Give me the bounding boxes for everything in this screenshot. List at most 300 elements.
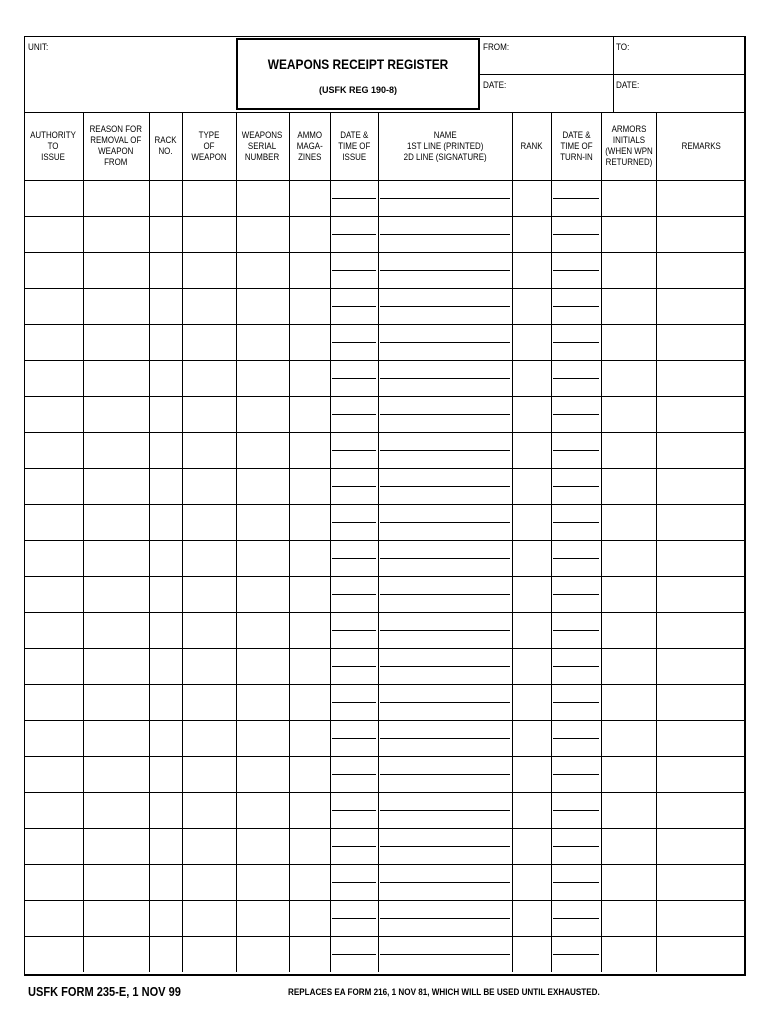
cell-turnin-date[interactable] [552, 631, 601, 648]
cell-authority[interactable] [25, 649, 83, 684]
cell-rack[interactable] [150, 685, 182, 720]
cell-name[interactable] [379, 793, 512, 810]
cell-ammo[interactable] [290, 937, 330, 972]
cell-type[interactable] [183, 325, 236, 360]
cell-issue-date[interactable] [331, 793, 378, 810]
cell-issue-date[interactable] [331, 361, 378, 378]
cell-name[interactable] [379, 901, 512, 918]
cell-armors-initials[interactable] [602, 829, 656, 864]
cell-rack[interactable] [150, 361, 182, 396]
cell-turnin-date[interactable] [552, 937, 601, 954]
cell-issue-date[interactable] [331, 541, 378, 558]
cell-armors-initials[interactable] [602, 361, 656, 396]
cell-name[interactable] [379, 433, 512, 450]
cell-reason[interactable] [84, 757, 149, 792]
cell-reason[interactable] [84, 541, 149, 576]
cell-issue-date[interactable] [331, 505, 378, 522]
cell-name[interactable] [379, 343, 512, 360]
cell-turnin-date[interactable] [552, 415, 601, 432]
cell-rank[interactable] [513, 505, 551, 540]
cell-issue-date[interactable] [331, 631, 378, 648]
cell-authority[interactable] [25, 325, 83, 360]
cell-reason[interactable] [84, 793, 149, 828]
cell-issue-date[interactable] [331, 487, 378, 504]
cell-remarks[interactable] [657, 505, 746, 540]
cell-type[interactable] [183, 937, 236, 972]
cell-armors-initials[interactable] [602, 397, 656, 432]
cell-ammo[interactable] [290, 901, 330, 936]
cell-issue-date[interactable] [331, 559, 378, 576]
cell-type[interactable] [183, 541, 236, 576]
cell-rack[interactable] [150, 469, 182, 504]
cell-type[interactable] [183, 577, 236, 612]
cell-rank[interactable] [513, 721, 551, 756]
cell-remarks[interactable] [657, 649, 746, 684]
cell-serial[interactable] [237, 901, 289, 936]
cell-ammo[interactable] [290, 721, 330, 756]
cell-name[interactable] [379, 199, 512, 216]
cell-name[interactable] [379, 613, 512, 630]
cell-rack[interactable] [150, 289, 182, 324]
cell-issue-date[interactable] [331, 955, 378, 972]
cell-rank[interactable] [513, 397, 551, 432]
cell-name[interactable] [379, 325, 512, 342]
cell-type[interactable] [183, 829, 236, 864]
cell-name[interactable] [379, 829, 512, 846]
cell-reason[interactable] [84, 361, 149, 396]
cell-rank[interactable] [513, 901, 551, 936]
cell-name[interactable] [379, 721, 512, 738]
cell-turnin-date[interactable] [552, 199, 601, 216]
cell-rank[interactable] [513, 433, 551, 468]
cell-issue-date[interactable] [331, 775, 378, 792]
cell-rack[interactable] [150, 325, 182, 360]
cell-turnin-date[interactable] [552, 811, 601, 828]
cell-reason[interactable] [84, 721, 149, 756]
cell-ammo[interactable] [290, 433, 330, 468]
cell-rack[interactable] [150, 397, 182, 432]
cell-rack[interactable] [150, 757, 182, 792]
cell-name[interactable] [379, 541, 512, 558]
cell-reason[interactable] [84, 289, 149, 324]
cell-armors-initials[interactable] [602, 901, 656, 936]
cell-name[interactable] [379, 415, 512, 432]
cell-issue-date[interactable] [331, 577, 378, 594]
cell-rank[interactable] [513, 685, 551, 720]
cell-name[interactable] [379, 883, 512, 900]
cell-type[interactable] [183, 253, 236, 288]
cell-reason[interactable] [84, 469, 149, 504]
cell-turnin-date[interactable] [552, 793, 601, 810]
cell-issue-date[interactable] [331, 721, 378, 738]
cell-issue-date[interactable] [331, 181, 378, 198]
cell-issue-date[interactable] [331, 397, 378, 414]
cell-turnin-date[interactable] [552, 739, 601, 756]
cell-remarks[interactable] [657, 253, 746, 288]
cell-ammo[interactable] [290, 685, 330, 720]
cell-serial[interactable] [237, 325, 289, 360]
cell-name[interactable] [379, 307, 512, 324]
cell-ammo[interactable] [290, 361, 330, 396]
cell-serial[interactable] [237, 793, 289, 828]
unit-field[interactable] [25, 37, 235, 111]
cell-ammo[interactable] [290, 649, 330, 684]
cell-issue-date[interactable] [331, 379, 378, 396]
cell-issue-date[interactable] [331, 847, 378, 864]
cell-name[interactable] [379, 505, 512, 522]
cell-name[interactable] [379, 703, 512, 720]
cell-turnin-date[interactable] [552, 541, 601, 558]
cell-remarks[interactable] [657, 937, 746, 972]
cell-issue-date[interactable] [331, 685, 378, 702]
cell-type[interactable] [183, 361, 236, 396]
cell-type[interactable] [183, 397, 236, 432]
cell-issue-date[interactable] [331, 739, 378, 756]
cell-name[interactable] [379, 919, 512, 936]
cell-issue-date[interactable] [331, 523, 378, 540]
cell-authority[interactable] [25, 757, 83, 792]
cell-armors-initials[interactable] [602, 649, 656, 684]
cell-remarks[interactable] [657, 865, 746, 900]
cell-name[interactable] [379, 811, 512, 828]
cell-rank[interactable] [513, 253, 551, 288]
cell-type[interactable] [183, 181, 236, 216]
cell-issue-date[interactable] [331, 703, 378, 720]
cell-reason[interactable] [84, 865, 149, 900]
cell-turnin-date[interactable] [552, 271, 601, 288]
cell-name[interactable] [379, 937, 512, 954]
cell-rack[interactable] [150, 253, 182, 288]
cell-name[interactable] [379, 289, 512, 306]
cell-type[interactable] [183, 649, 236, 684]
cell-remarks[interactable] [657, 541, 746, 576]
cell-rank[interactable] [513, 865, 551, 900]
cell-turnin-date[interactable] [552, 901, 601, 918]
cell-reason[interactable] [84, 253, 149, 288]
cell-serial[interactable] [237, 469, 289, 504]
cell-issue-date[interactable] [331, 415, 378, 432]
cell-rank[interactable] [513, 613, 551, 648]
cell-name[interactable] [379, 955, 512, 972]
cell-name[interactable] [379, 757, 512, 774]
cell-serial[interactable] [237, 361, 289, 396]
cell-armors-initials[interactable] [602, 325, 656, 360]
cell-rack[interactable] [150, 541, 182, 576]
cell-remarks[interactable] [657, 289, 746, 324]
cell-remarks[interactable] [657, 469, 746, 504]
cell-serial[interactable] [237, 865, 289, 900]
cell-turnin-date[interactable] [552, 289, 601, 306]
cell-rack[interactable] [150, 721, 182, 756]
cell-remarks[interactable] [657, 613, 746, 648]
cell-armors-initials[interactable] [602, 181, 656, 216]
cell-remarks[interactable] [657, 901, 746, 936]
cell-remarks[interactable] [657, 721, 746, 756]
cell-rack[interactable] [150, 181, 182, 216]
cell-rack[interactable] [150, 829, 182, 864]
cell-rank[interactable] [513, 541, 551, 576]
cell-armors-initials[interactable] [602, 865, 656, 900]
cell-turnin-date[interactable] [552, 955, 601, 972]
cell-armors-initials[interactable] [602, 469, 656, 504]
cell-remarks[interactable] [657, 757, 746, 792]
cell-turnin-date[interactable] [552, 361, 601, 378]
cell-turnin-date[interactable] [552, 847, 601, 864]
cell-authority[interactable] [25, 901, 83, 936]
cell-turnin-date[interactable] [552, 613, 601, 630]
cell-name[interactable] [379, 361, 512, 378]
cell-authority[interactable] [25, 685, 83, 720]
cell-remarks[interactable] [657, 433, 746, 468]
cell-turnin-date[interactable] [552, 469, 601, 486]
cell-name[interactable] [379, 775, 512, 792]
cell-armors-initials[interactable] [602, 937, 656, 972]
cell-turnin-date[interactable] [552, 595, 601, 612]
cell-rank[interactable] [513, 325, 551, 360]
cell-turnin-date[interactable] [552, 577, 601, 594]
cell-turnin-date[interactable] [552, 559, 601, 576]
cell-turnin-date[interactable] [552, 487, 601, 504]
cell-turnin-date[interactable] [552, 685, 601, 702]
cell-name[interactable] [379, 469, 512, 486]
cell-turnin-date[interactable] [552, 397, 601, 414]
cell-armors-initials[interactable] [602, 757, 656, 792]
cell-rank[interactable] [513, 181, 551, 216]
cell-type[interactable] [183, 685, 236, 720]
cell-ammo[interactable] [290, 865, 330, 900]
cell-turnin-date[interactable] [552, 667, 601, 684]
cell-turnin-date[interactable] [552, 649, 601, 666]
cell-name[interactable] [379, 649, 512, 666]
cell-reason[interactable] [84, 433, 149, 468]
cell-type[interactable] [183, 757, 236, 792]
cell-name[interactable] [379, 847, 512, 864]
cell-turnin-date[interactable] [552, 703, 601, 720]
cell-issue-date[interactable] [331, 307, 378, 324]
cell-issue-date[interactable] [331, 217, 378, 234]
cell-turnin-date[interactable] [552, 865, 601, 882]
cell-rank[interactable] [513, 289, 551, 324]
cell-rank[interactable] [513, 649, 551, 684]
cell-turnin-date[interactable] [552, 883, 601, 900]
cell-name[interactable] [379, 271, 512, 288]
cell-rank[interactable] [513, 577, 551, 612]
cell-armors-initials[interactable] [602, 793, 656, 828]
cell-reason[interactable] [84, 613, 149, 648]
cell-authority[interactable] [25, 361, 83, 396]
cell-turnin-date[interactable] [552, 253, 601, 270]
cell-rank[interactable] [513, 829, 551, 864]
cell-issue-date[interactable] [331, 901, 378, 918]
cell-issue-date[interactable] [331, 271, 378, 288]
cell-serial[interactable] [237, 541, 289, 576]
cell-turnin-date[interactable] [552, 307, 601, 324]
cell-ammo[interactable] [290, 541, 330, 576]
cell-turnin-date[interactable] [552, 505, 601, 522]
cell-authority[interactable] [25, 217, 83, 252]
cell-ammo[interactable] [290, 181, 330, 216]
cell-rank[interactable] [513, 937, 551, 972]
cell-issue-date[interactable] [331, 451, 378, 468]
cell-reason[interactable] [84, 325, 149, 360]
cell-issue-date[interactable] [331, 325, 378, 342]
cell-rack[interactable] [150, 217, 182, 252]
cell-serial[interactable] [237, 217, 289, 252]
cell-armors-initials[interactable] [602, 541, 656, 576]
cell-serial[interactable] [237, 577, 289, 612]
cell-rack[interactable] [150, 613, 182, 648]
cell-type[interactable] [183, 613, 236, 648]
cell-name[interactable] [379, 559, 512, 576]
cell-reason[interactable] [84, 901, 149, 936]
cell-reason[interactable] [84, 397, 149, 432]
cell-serial[interactable] [237, 181, 289, 216]
cell-name[interactable] [379, 253, 512, 270]
cell-ammo[interactable] [290, 325, 330, 360]
cell-remarks[interactable] [657, 217, 746, 252]
cell-reason[interactable] [84, 937, 149, 972]
cell-armors-initials[interactable] [602, 433, 656, 468]
cell-issue-date[interactable] [331, 199, 378, 216]
cell-authority[interactable] [25, 469, 83, 504]
cell-name[interactable] [379, 397, 512, 414]
cell-authority[interactable] [25, 577, 83, 612]
cell-serial[interactable] [237, 649, 289, 684]
cell-type[interactable] [183, 217, 236, 252]
cell-turnin-date[interactable] [552, 217, 601, 234]
cell-armors-initials[interactable] [602, 685, 656, 720]
cell-reason[interactable] [84, 577, 149, 612]
cell-remarks[interactable] [657, 685, 746, 720]
cell-serial[interactable] [237, 721, 289, 756]
cell-remarks[interactable] [657, 829, 746, 864]
cell-rank[interactable] [513, 793, 551, 828]
cell-type[interactable] [183, 901, 236, 936]
cell-reason[interactable] [84, 685, 149, 720]
cell-armors-initials[interactable] [602, 253, 656, 288]
cell-name[interactable] [379, 577, 512, 594]
cell-issue-date[interactable] [331, 343, 378, 360]
cell-turnin-date[interactable] [552, 379, 601, 396]
cell-serial[interactable] [237, 253, 289, 288]
cell-armors-initials[interactable] [602, 577, 656, 612]
cell-authority[interactable] [25, 397, 83, 432]
cell-remarks[interactable] [657, 397, 746, 432]
cell-ammo[interactable] [290, 505, 330, 540]
cell-remarks[interactable] [657, 325, 746, 360]
cell-name[interactable] [379, 667, 512, 684]
cell-rack[interactable] [150, 577, 182, 612]
cell-remarks[interactable] [657, 577, 746, 612]
cell-reason[interactable] [84, 217, 149, 252]
cell-remarks[interactable] [657, 361, 746, 396]
cell-name[interactable] [379, 865, 512, 882]
cell-rack[interactable] [150, 937, 182, 972]
cell-issue-date[interactable] [331, 667, 378, 684]
cell-rack[interactable] [150, 649, 182, 684]
cell-issue-date[interactable] [331, 649, 378, 666]
cell-authority[interactable] [25, 181, 83, 216]
cell-ammo[interactable] [290, 829, 330, 864]
cell-type[interactable] [183, 865, 236, 900]
cell-ammo[interactable] [290, 577, 330, 612]
cell-issue-date[interactable] [331, 235, 378, 252]
cell-authority[interactable] [25, 829, 83, 864]
cell-issue-date[interactable] [331, 865, 378, 882]
cell-serial[interactable] [237, 613, 289, 648]
cell-authority[interactable] [25, 721, 83, 756]
cell-issue-date[interactable] [331, 433, 378, 450]
cell-issue-date[interactable] [331, 811, 378, 828]
cell-authority[interactable] [25, 541, 83, 576]
cell-name[interactable] [379, 235, 512, 252]
cell-authority[interactable] [25, 253, 83, 288]
cell-serial[interactable] [237, 289, 289, 324]
cell-ammo[interactable] [290, 289, 330, 324]
cell-turnin-date[interactable] [552, 235, 601, 252]
cell-serial[interactable] [237, 685, 289, 720]
cell-serial[interactable] [237, 433, 289, 468]
cell-ammo[interactable] [290, 397, 330, 432]
cell-reason[interactable] [84, 181, 149, 216]
cell-name[interactable] [379, 487, 512, 504]
cell-serial[interactable] [237, 937, 289, 972]
cell-issue-date[interactable] [331, 253, 378, 270]
cell-issue-date[interactable] [331, 883, 378, 900]
cell-turnin-date[interactable] [552, 523, 601, 540]
cell-remarks[interactable] [657, 181, 746, 216]
cell-turnin-date[interactable] [552, 451, 601, 468]
cell-authority[interactable] [25, 289, 83, 324]
cell-issue-date[interactable] [331, 919, 378, 936]
cell-type[interactable] [183, 289, 236, 324]
cell-armors-initials[interactable] [602, 505, 656, 540]
cell-turnin-date[interactable] [552, 325, 601, 342]
cell-turnin-date[interactable] [552, 721, 601, 738]
cell-authority[interactable] [25, 865, 83, 900]
cell-type[interactable] [183, 433, 236, 468]
cell-name[interactable] [379, 181, 512, 198]
cell-turnin-date[interactable] [552, 775, 601, 792]
cell-authority[interactable] [25, 793, 83, 828]
cell-name[interactable] [379, 379, 512, 396]
cell-issue-date[interactable] [331, 289, 378, 306]
cell-armors-initials[interactable] [602, 613, 656, 648]
cell-issue-date[interactable] [331, 595, 378, 612]
cell-name[interactable] [379, 739, 512, 756]
cell-serial[interactable] [237, 757, 289, 792]
cell-rack[interactable] [150, 865, 182, 900]
cell-type[interactable] [183, 469, 236, 504]
cell-reason[interactable] [84, 505, 149, 540]
cell-name[interactable] [379, 685, 512, 702]
cell-armors-initials[interactable] [602, 217, 656, 252]
cell-ammo[interactable] [290, 469, 330, 504]
cell-type[interactable] [183, 505, 236, 540]
cell-ammo[interactable] [290, 613, 330, 648]
cell-reason[interactable] [84, 829, 149, 864]
cell-ammo[interactable] [290, 253, 330, 288]
cell-name[interactable] [379, 523, 512, 540]
cell-authority[interactable] [25, 613, 83, 648]
cell-remarks[interactable] [657, 793, 746, 828]
cell-name[interactable] [379, 595, 512, 612]
cell-issue-date[interactable] [331, 937, 378, 954]
cell-name[interactable] [379, 217, 512, 234]
cell-authority[interactable] [25, 937, 83, 972]
cell-type[interactable] [183, 793, 236, 828]
cell-issue-date[interactable] [331, 469, 378, 486]
